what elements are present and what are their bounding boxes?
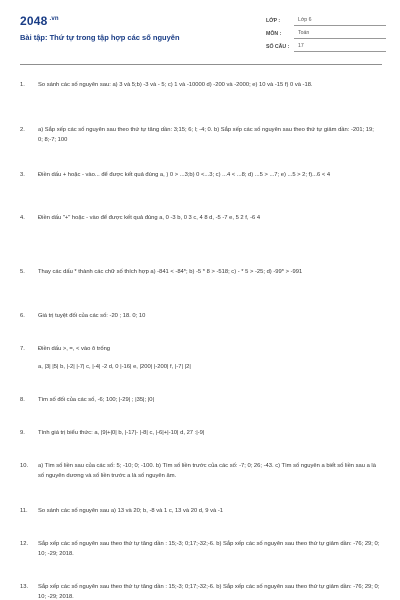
question-text: Tính giá trị biểu thức: a, |9|+|0| b, |-17|- |-8| c, |-6|+|-10| d, 27 :|-9| bbox=[38, 430, 205, 436]
question-number: 5. bbox=[20, 269, 25, 275]
question-text: Điền dấu + hoặc - vào... để được kết quả đúng a, ) 0 > ...3;b) 0 <...3; c) ...4 < ...8; d) ...5 > ...7; e) ...5 > 2; f)...6 < 4 bbox=[38, 172, 331, 178]
question-number: 11. bbox=[20, 508, 28, 514]
question-number: 2. bbox=[20, 127, 25, 133]
question-number: 6. bbox=[20, 313, 25, 319]
meta-subject-label: MÔN : bbox=[266, 30, 282, 37]
question-item bbox=[20, 582, 380, 600]
question-text: a, |3| |5| b, |-2| |-7| c, |-4| -2 d, 0 |-16| e, |200| |-200| f, |-7| |2| bbox=[38, 364, 191, 370]
question-number: 12. bbox=[20, 541, 29, 547]
question-number: 4. bbox=[20, 215, 25, 221]
question-text: a) Sắp xếp các số nguyên sau theo thứ tự tăng dần: 3;15; 6; l; -4; 0. b) Sắp xếp các số nguyên sau theo thứ tự giảm dần: -201; 19; 0; 8;-7; 100 bbox=[38, 127, 374, 143]
question-text: Giá trị tuyệt đối của các số: -20 ; 18. 0; 10 bbox=[38, 313, 146, 319]
question-number: 13. bbox=[20, 584, 29, 590]
question-text: Thay các dấu * thành các chữ số thích hợp a) -841 < -84*; b) -5 * 8 > -518; c) - * 5 > -25; d) -99* > -991 bbox=[38, 269, 303, 275]
question-number: 7. bbox=[20, 346, 25, 352]
question-item bbox=[20, 213, 380, 223]
meta-class-value: Lớp 6 bbox=[294, 15, 386, 26]
meta-subject-value: Toán bbox=[294, 28, 386, 39]
question-number: 8. bbox=[20, 397, 25, 403]
meta-count-label: SỐ CÂU : bbox=[266, 43, 290, 50]
question-number: 10. bbox=[20, 463, 29, 469]
question-text: Điền dấu >, =, < vào ô trống bbox=[38, 346, 111, 352]
question-text: Sắp xếp các số nguyên sau theo thứ tự tăng dần : 15;-3; 0;17;-32;-6. b) Sắp xếp các số nguyên sau theo thứ tự giảm dần: -76; 29; 0; 10; -29; 2018. bbox=[38, 541, 380, 557]
question-text: Sắp xếp các số nguyên sau theo thứ tự tăng dần : 15;-3; 0;17;-32;-6. b) Sắp xếp các số nguyên sau theo thứ tự giảm dần: -76; 29; 0; 10; -29; 2018. bbox=[38, 584, 380, 600]
question-text: Điền dấu "+" hoặc - vào để được kết quả đúng a, 0 -3 b, 0 3 c, 4 8 d, -5 -7 e, 5 2 f, -6 4 bbox=[38, 215, 261, 221]
question-number bbox=[20, 362, 38, 372]
question-text: So sánh các số nguyên sau a) 13 và 20; b, -8 và 1 c, 13 và 20 d, 9 và -1 bbox=[38, 508, 223, 514]
meta-count-value: 17 bbox=[294, 41, 386, 52]
question-item bbox=[20, 395, 380, 405]
question-item bbox=[20, 461, 380, 481]
question-item bbox=[20, 170, 380, 180]
question-text: So sánh các số nguyên sau: a) 3 và 5;b) -3 và - 5; c) 1 và -10000 d) -200 và -2000; e) 10 và -15 f) 0 và -18. bbox=[38, 82, 313, 88]
question-item bbox=[20, 311, 380, 321]
worksheet-title: Bài tập: Thứ tự trong tập hợp các số nguyên bbox=[20, 33, 180, 42]
question-item bbox=[20, 344, 380, 354]
question-item bbox=[20, 362, 380, 372]
site-logo[interactable]: 2048 $^{.vn}$ bbox=[20, 14, 59, 28]
question-number: 9. bbox=[20, 430, 25, 436]
question-item bbox=[20, 80, 380, 90]
question-item bbox=[20, 428, 380, 438]
question-number: 1. bbox=[20, 82, 25, 88]
meta-class-label: LỚP : bbox=[266, 17, 281, 24]
question-text: Tìm số đối của các số, -6; 100; |-29| ; |35|; |0| bbox=[38, 397, 155, 403]
question-item bbox=[20, 125, 380, 145]
question-number: 3. bbox=[20, 172, 25, 178]
question-text: a) Tìm số liền sau của các số: 5; -10; 0; -100. b) Tìm số liền trước của các số: -7; 0; 26; -43. c) Tìm số nguyên a biết số liền sau a là số nguyên dương và số liền trước a là số nguyên âm. bbox=[38, 463, 376, 479]
question-item bbox=[20, 267, 380, 277]
question-item bbox=[20, 539, 380, 559]
question-item bbox=[20, 506, 380, 516]
